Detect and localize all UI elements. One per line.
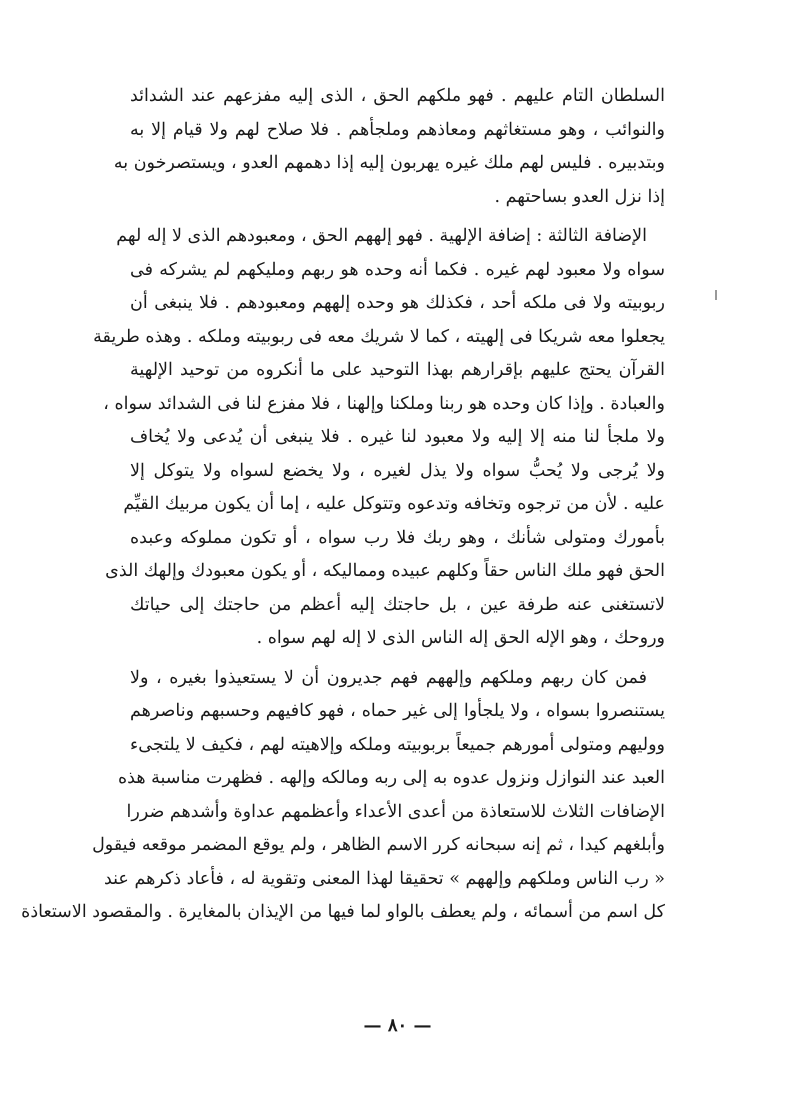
- text-line: والعبادة . وإذا كان وحده هو ربنا وملكنا وإلهنا ، فلا مفزع لنا فى الشدائد سواه ،: [103, 393, 665, 414]
- book-page: [21, 80, 666, 1080]
- body-text: [21, 80, 666, 930]
- text-line: يستنصروا بسواه ، ولا يلجأوا إلى غير حماه ، فهو كافيهم وحسبهم وناصرهم: [130, 701, 665, 721]
- text-line: سواه ولا معبود لهم غيره . فكما أنه وحده هو ربهم ومليكهم لم يشركه فى: [130, 259, 665, 280]
- text-line: ربوبيته ولا فى ملكه أحد ، فكذلك هو وحده إلههم ومعبودهم . فلا ينبغى أن: [130, 293, 665, 313]
- text-line: ولا ملجأ لنا منه إلا إليه ولا معبود لنا غيره . فلا ينبغى أن يُدعى ولا يُخاف: [130, 427, 665, 447]
- text-line: والنوائب ، وهو مستغاثهم ومعاذهم وملجأهم . فلا صلاح لهم ولا قيام إلا به: [130, 119, 665, 140]
- text-line: القرآن يحتج عليهم بإقرارهم بهذا التوحيد على ما أنكروه من توحيد الإلهية: [130, 360, 665, 380]
- text-line: وأبلغهم كيدا ، ثم إنه سبحانه كرر الاسم الظاهر ، ولم يوقع المضمر موقعه فيقول: [92, 835, 665, 855]
- text-line: وبتدبيره . فليس لهم ملك غيره يهربون إليه إذا دهمهم العدو ، ويستصرخون به: [113, 153, 665, 173]
- margin-mark: [715, 290, 717, 300]
- paragraph-2: [93, 220, 666, 656]
- paragraph-3: [21, 662, 665, 930]
- text-line: الإضافات الثلاث للاستعاذة من أعدى الأعداء وأعظمهم عداوة وأشدهم ضررا: [126, 801, 665, 822]
- text-line: بأمورك ومتولى شأنك ، وهو ربك فلا رب سواه ، أو تكون مملوكه وعبده: [130, 527, 665, 548]
- text-line: إذا نزل العدو بساحتهم .: [494, 186, 665, 207]
- text-line: لاتستغنى عنه طرفة عين ، بل حاجتك إليه أعظم من حاجتك إلى حياتك: [130, 594, 665, 615]
- paragraph-1: [113, 80, 665, 214]
- text-line: الإضافة الثالثة : إضافة الإلهية . فهو إلههم الحق ، ومعبودهم الذى لا إله لهم: [116, 226, 647, 246]
- text-line: فمن كان ربهم وملكهم وإلههم فهم جديرون أن لا يستعيذوا بغيره ، ولا: [130, 667, 647, 688]
- text-line: ولا يُرجى ولا يُحبُّ سواه ولا يذل لغيره ، ولا يخضع لسواه ولا يتوكل إلا: [130, 460, 666, 481]
- page-number: — ٨٠ —: [363, 1015, 432, 1036]
- text-line: يجعلوا معه شريكا فى إلهيته ، كما لا شريك معه فى ربوبيته وملكه . وهذه طريقة: [93, 326, 665, 347]
- text-line: « رب الناس وملكهم وإلههم » تحقيقا لهذا المعنى وتقوية له ، فأعاد ذكرهم عند: [103, 868, 665, 889]
- text-line: الحق فهو ملك الناس حقاً وكلهم عبيده ومماليكه ، أو يكون معبودك وإلهك الذى: [105, 561, 665, 581]
- text-line: كل اسم من أسمائه ، ولم يعطف بالواو لما فيها من الإيذان بالمغايرة . والمقصود الاستعاذة: [21, 902, 665, 922]
- text-line: ووليهم ومتولى أمورهم جميعاً بربوبيته وملكه وإلاهيته لهم ، فكيف لا يلتجىء: [130, 734, 665, 755]
- text-line: وروحك ، وهو الإله الحق إله الناس الذى لا إله لهم سواه .: [256, 628, 665, 648]
- text-line: عليه . لأن من ترجوه وتخافه وتدعوه وتتوكل عليه ، إما أن يكون مربيك القيِّم: [123, 494, 665, 514]
- text-line: العبد عند النوازل ونزول عدوه به إلى ربه ومالكه وإلهه . فظهرت مناسبة هذه: [117, 768, 665, 788]
- text-line: السلطان التام عليهم . فهو ملكهم الحق ، الذى إليه مفزعهم عند الشدائد: [130, 86, 665, 106]
